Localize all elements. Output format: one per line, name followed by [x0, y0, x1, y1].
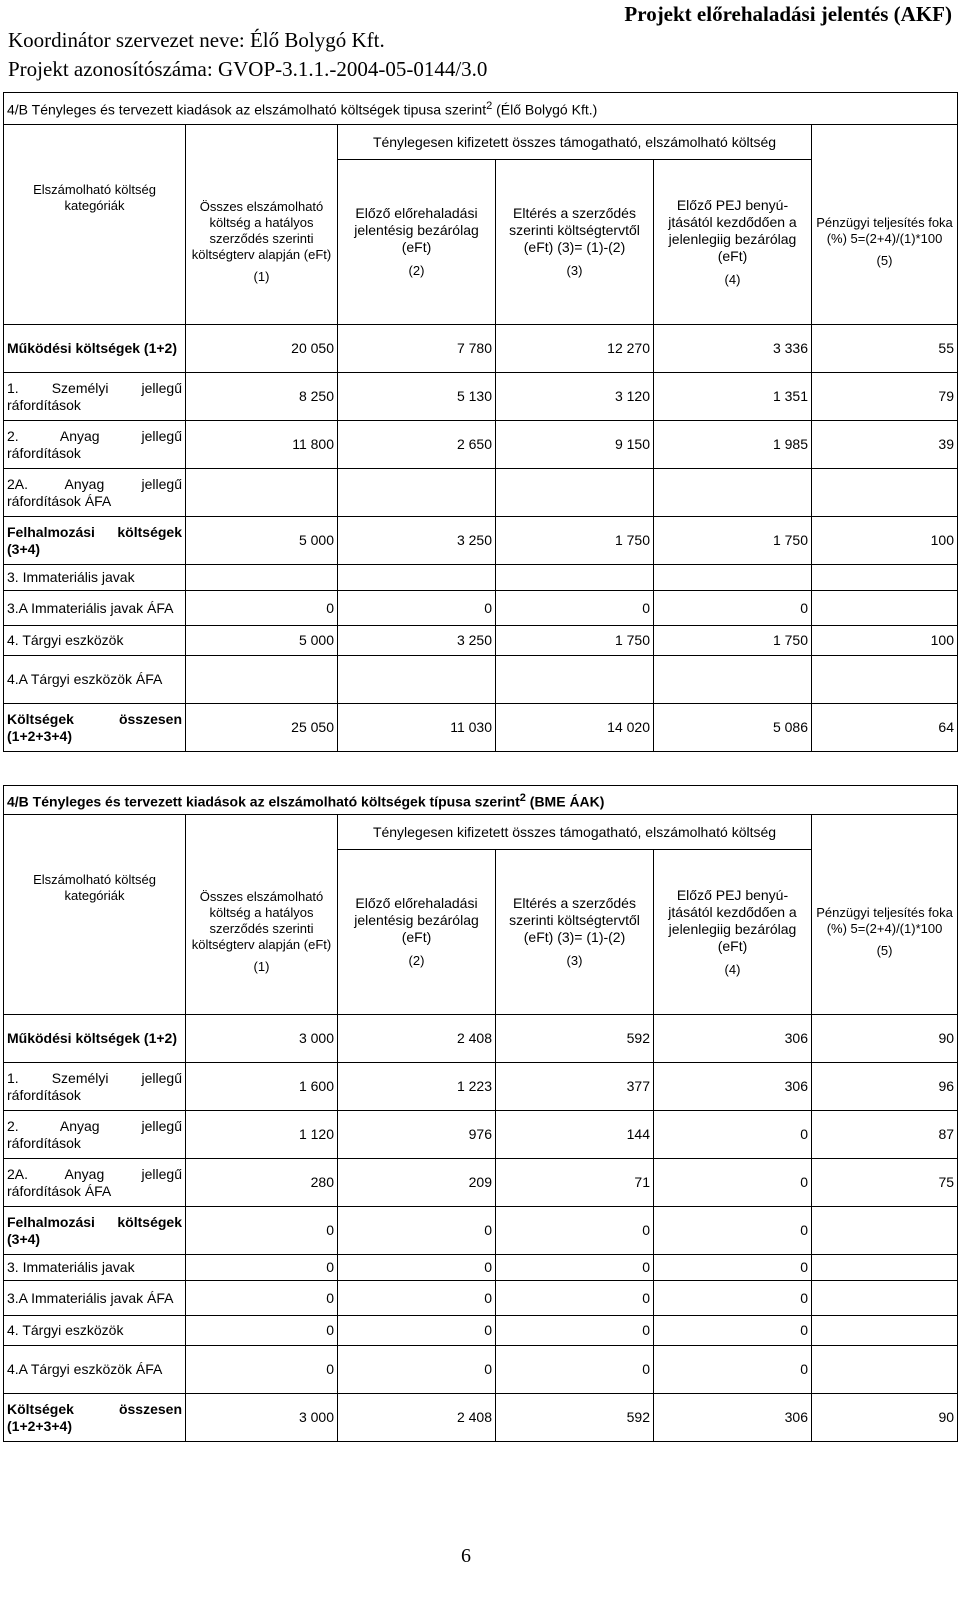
value-cell: 0	[654, 1316, 812, 1346]
table-row	[4, 1159, 958, 1207]
category-label: Költségek összesen (1+2+3+4)	[4, 1394, 186, 1442]
table-row	[4, 565, 958, 591]
column-header-text: Előző előrehaladási jelentésig bezárólag (eFt)	[354, 205, 479, 255]
value-cell: 90	[812, 1394, 958, 1442]
table-row	[4, 591, 958, 626]
value-cell: 1 750	[496, 517, 654, 565]
project-id: Projekt azonosítószáma: GVOP-3.1.1.-2004-05-0144/3.0	[8, 57, 488, 81]
value-cell	[812, 565, 958, 591]
table-row	[4, 1063, 958, 1111]
expenses-table-elo-bolygo	[3, 92, 958, 752]
value-cell: 3 000	[186, 1015, 338, 1063]
value-cell: 592	[496, 1015, 654, 1063]
category-label: 4.A Tárgyi eszközök ÁFA	[4, 1346, 186, 1394]
value-cell: 5 086	[654, 704, 812, 752]
value-cell: 0	[496, 1346, 654, 1394]
value-cell: 3 250	[338, 517, 496, 565]
column-header-2	[338, 850, 496, 1015]
column-header-text: Elszámolható költség kategóriák	[33, 181, 156, 213]
column-header-4	[654, 850, 812, 1015]
column-number: (1)	[253, 958, 270, 974]
value-cell	[496, 469, 654, 517]
value-cell	[812, 469, 958, 517]
category-label: 1. Személyi jellegű ráfordítások	[4, 373, 186, 421]
column-header-text: Pénzügyi teljesítés foka (%) 5=(2+4)/(1)*100	[816, 214, 953, 246]
value-cell: 5 000	[186, 626, 338, 656]
category-label: Felhalmozási költségek (3+4)	[4, 1207, 186, 1255]
column-header-text: Eltérés a szerződés szerinti költségtervtől (eFt) (3)= (1)-(2)	[509, 205, 640, 255]
column-header-text: Elszámolható költség kategóriák	[33, 871, 156, 903]
table-row	[4, 1207, 958, 1255]
table-row	[4, 1111, 958, 1159]
value-cell	[338, 469, 496, 517]
column-header-1	[186, 850, 338, 1015]
value-cell: 0	[186, 591, 338, 626]
expenses-table-bme-aak	[3, 785, 958, 1442]
column-header-text: Előző előrehaladási jelentésig bezárólag (eFt)	[354, 895, 479, 945]
category-label: 2. Anyag jellegű ráfordítások	[4, 1111, 186, 1159]
column-header-0	[4, 160, 186, 325]
category-label: 3. Immateriális javak	[4, 1255, 186, 1281]
value-cell: 9 150	[496, 421, 654, 469]
value-cell: 79	[812, 373, 958, 421]
column-header-text: Eltérés a szerződés szerinti költségtervtől (eFt) (3)= (1)-(2)	[509, 895, 640, 945]
value-cell: 11 030	[338, 704, 496, 752]
value-cell: 0	[654, 1281, 812, 1316]
table-row	[4, 325, 958, 373]
value-cell: 5 000	[186, 517, 338, 565]
value-cell: 12 270	[496, 325, 654, 373]
table-title-suffix: (BME ÁAK)	[525, 793, 605, 810]
value-cell: 0	[654, 1255, 812, 1281]
table-row	[4, 469, 958, 517]
value-cell	[338, 565, 496, 591]
column-header-2	[338, 160, 496, 325]
category-label: 2. Anyag jellegű ráfordítások	[4, 421, 186, 469]
value-cell: 87	[812, 1111, 958, 1159]
category-label: 3.A Immateriális javak ÁFA	[4, 591, 186, 626]
value-cell: 280	[186, 1159, 338, 1207]
value-cell	[654, 469, 812, 517]
column-header-row	[4, 850, 958, 1015]
super-header: Ténylegesen kifizetett összes támogatható, elszámolható költség	[338, 125, 812, 160]
column-header-text: Összes elszámolható költség a hatályos szerződés szerinti költségterv alapján (eFt)	[191, 198, 332, 262]
column-number: (5)	[876, 942, 893, 958]
table-row	[4, 1394, 958, 1442]
value-cell: 0	[338, 1281, 496, 1316]
column-header-row	[4, 160, 958, 325]
value-cell: 25 050	[186, 704, 338, 752]
value-cell: 0	[654, 1111, 812, 1159]
category-label: 1. Személyi jellegű ráfordítások	[4, 1063, 186, 1111]
empty-cell	[812, 125, 958, 160]
value-cell: 0	[338, 1207, 496, 1255]
value-cell: 3 336	[654, 325, 812, 373]
value-cell: 0	[186, 1255, 338, 1281]
value-cell	[496, 565, 654, 591]
value-cell: 3 250	[338, 626, 496, 656]
value-cell: 1 750	[654, 626, 812, 656]
value-cell	[812, 656, 958, 704]
column-number: (1)	[253, 268, 270, 284]
table-row	[4, 1255, 958, 1281]
value-cell: 7 780	[338, 325, 496, 373]
column-header-text: Előző PEJ benyú-jtásától kezdődően a jelenlegiig bezárólag (eFt)	[668, 886, 797, 954]
table-row	[4, 1346, 958, 1394]
value-cell: 0	[496, 1316, 654, 1346]
empty-cell	[4, 125, 186, 160]
table-title	[4, 786, 958, 815]
value-cell: 14 020	[496, 704, 654, 752]
value-cell: 2 408	[338, 1394, 496, 1442]
footnote-ref: 2	[486, 100, 493, 113]
value-cell: 1 120	[186, 1111, 338, 1159]
table-row	[4, 373, 958, 421]
value-cell: 71	[496, 1159, 654, 1207]
category-label: 4. Tárgyi eszközök	[4, 626, 186, 656]
column-number: (2)	[408, 953, 425, 968]
super-header-row	[4, 125, 958, 160]
column-header-text: Pénzügyi teljesítés foka (%) 5=(2+4)/(1)*100	[816, 904, 953, 936]
value-cell: 1 750	[654, 517, 812, 565]
column-header-5	[812, 160, 958, 325]
value-cell: 0	[654, 591, 812, 626]
value-cell: 0	[186, 1281, 338, 1316]
table-title-text: 4/B Tényleges és tervezett kiadások az elszámolható költségek típusa szerint	[7, 793, 520, 810]
value-cell	[338, 656, 496, 704]
table-row	[4, 656, 958, 704]
value-cell: 0	[186, 1316, 338, 1346]
value-cell	[812, 1281, 958, 1316]
value-cell: 209	[338, 1159, 496, 1207]
value-cell: 90	[812, 1015, 958, 1063]
value-cell	[654, 565, 812, 591]
table-row	[4, 1281, 958, 1316]
table-row	[4, 626, 958, 656]
empty-cell	[812, 815, 958, 850]
value-cell: 1 351	[654, 373, 812, 421]
value-cell: 0	[654, 1207, 812, 1255]
column-header-5	[812, 850, 958, 1015]
value-cell: 144	[496, 1111, 654, 1159]
value-cell	[186, 656, 338, 704]
column-header-4	[654, 160, 812, 325]
category-label: 4.A Tárgyi eszközök ÁFA	[4, 656, 186, 704]
table-title-suffix: (Élő Bolygó Kft.)	[492, 101, 598, 118]
value-cell: 976	[338, 1111, 496, 1159]
value-cell: 8 250	[186, 373, 338, 421]
value-cell	[496, 656, 654, 704]
value-cell: 592	[496, 1394, 654, 1442]
value-cell: 0	[496, 1255, 654, 1281]
value-cell: 377	[496, 1063, 654, 1111]
empty-cell	[4, 815, 186, 850]
table-row	[4, 517, 958, 565]
category-label: Költségek összesen (1+2+3+4)	[4, 704, 186, 752]
table-row	[4, 1316, 958, 1346]
category-label: Felhalmozási költségek (3+4)	[4, 517, 186, 565]
category-label: Működési költségek (1+2)	[4, 325, 186, 373]
column-number: (4)	[724, 961, 741, 977]
value-cell: 3 120	[496, 373, 654, 421]
value-cell: 20 050	[186, 325, 338, 373]
value-cell: 100	[812, 626, 958, 656]
value-cell: 3 000	[186, 1394, 338, 1442]
table-row	[4, 421, 958, 469]
value-cell	[812, 1346, 958, 1394]
empty-cell	[186, 125, 338, 160]
table-title-row	[4, 93, 958, 125]
value-cell: 306	[654, 1015, 812, 1063]
column-header-1	[186, 160, 338, 325]
value-cell: 0	[338, 591, 496, 626]
value-cell: 0	[338, 1346, 496, 1394]
table-title	[4, 93, 958, 125]
footnote-ref: 2	[519, 791, 526, 804]
category-label: Működési költségek (1+2)	[4, 1015, 186, 1063]
value-cell: 39	[812, 421, 958, 469]
value-cell	[654, 656, 812, 704]
value-cell: 0	[496, 1207, 654, 1255]
column-header-3	[496, 850, 654, 1015]
value-cell: 2 650	[338, 421, 496, 469]
value-cell: 0	[338, 1316, 496, 1346]
category-label: 4. Tárgyi eszközök	[4, 1316, 186, 1346]
coordinator-name: Koordinátor szervezet neve: Élő Bolygó Kft.	[8, 28, 385, 52]
value-cell: 2 408	[338, 1015, 496, 1063]
value-cell	[812, 591, 958, 626]
column-header-text: Összes elszámolható költség a hatályos szerződés szerinti költségterv alapján (eFt)	[191, 888, 332, 952]
value-cell: 96	[812, 1063, 958, 1111]
value-cell	[812, 1316, 958, 1346]
value-cell: 0	[338, 1255, 496, 1281]
column-number: (3)	[566, 953, 583, 968]
value-cell: 0	[654, 1159, 812, 1207]
report-title: Projekt előrehaladási jelentés (AKF)	[624, 2, 952, 26]
value-cell: 11 800	[186, 421, 338, 469]
value-cell	[812, 1255, 958, 1281]
category-label: 3. Immateriális javak	[4, 565, 186, 591]
value-cell: 1 223	[338, 1063, 496, 1111]
category-label: 2A. Anyag jellegű ráfordítások ÁFA	[4, 1159, 186, 1207]
column-header-text: Előző PEJ benyú-jtásától kezdődően a jelenlegiig bezárólag (eFt)	[668, 196, 797, 264]
value-cell	[812, 1207, 958, 1255]
value-cell: 55	[812, 325, 958, 373]
table-row	[4, 1015, 958, 1063]
empty-cell	[186, 815, 338, 850]
column-number: (2)	[408, 263, 425, 278]
value-cell: 0	[496, 1281, 654, 1316]
value-cell: 100	[812, 517, 958, 565]
table-title-row	[4, 786, 958, 815]
value-cell: 306	[654, 1394, 812, 1442]
table-title-text: 4/B Tényleges és tervezett kiadások az elszámolható költségek tipusa szerint	[7, 101, 487, 118]
value-cell: 75	[812, 1159, 958, 1207]
category-label: 3.A Immateriális javak ÁFA	[4, 1281, 186, 1316]
value-cell: 64	[812, 704, 958, 752]
column-header-0	[4, 850, 186, 1015]
column-header-3	[496, 160, 654, 325]
value-cell: 5 130	[338, 373, 496, 421]
category-label: 2A. Anyag jellegű ráfordítások ÁFA	[4, 469, 186, 517]
value-cell: 1 985	[654, 421, 812, 469]
value-cell: 0	[496, 591, 654, 626]
value-cell: 0	[186, 1207, 338, 1255]
table-row	[4, 704, 958, 752]
column-number: (3)	[566, 263, 583, 278]
value-cell: 1 600	[186, 1063, 338, 1111]
value-cell: 306	[654, 1063, 812, 1111]
super-header-row	[4, 815, 958, 850]
value-cell: 0	[186, 1346, 338, 1394]
value-cell: 0	[654, 1346, 812, 1394]
column-number: (4)	[724, 271, 741, 287]
super-header: Ténylegesen kifizetett összes támogatható, elszámolható költség	[338, 815, 812, 850]
value-cell	[186, 469, 338, 517]
value-cell: 1 750	[496, 626, 654, 656]
column-number: (5)	[876, 252, 893, 268]
value-cell	[186, 565, 338, 591]
page-number: 6	[461, 1545, 471, 1567]
